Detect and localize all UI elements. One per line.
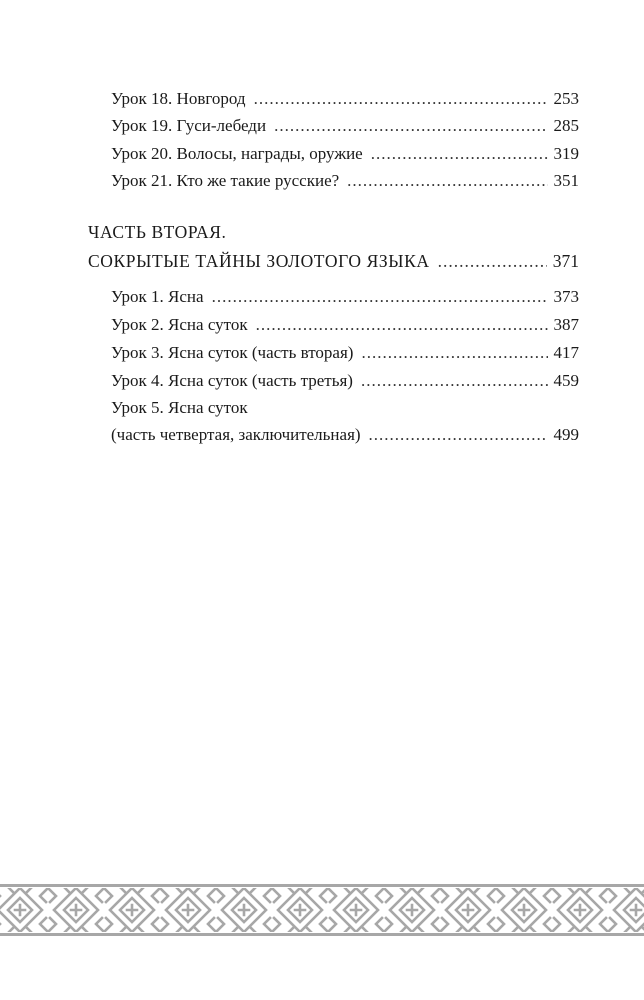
toc-entry-title: Урок 18. Новгород: [111, 89, 246, 108]
toc-entry[interactable]: [111, 314, 579, 336]
toc-entry[interactable]: [111, 370, 579, 392]
ornament-pattern: [0, 888, 644, 932]
toc-entry-page: 253: [553, 89, 579, 108]
dot-leader: [361, 370, 548, 392]
ornament-border: [0, 884, 644, 936]
part-heading-line1: ЧАСТЬ ВТОРАЯ.: [88, 222, 227, 242]
toc-entry-page: 417: [553, 343, 579, 362]
part-heading-entry[interactable]: [88, 250, 579, 272]
dot-leader: [254, 88, 548, 110]
dot-leader: [369, 424, 548, 446]
toc-entry[interactable]: [111, 342, 579, 364]
toc-entry-title-line2: (часть четвертая, заключительная): [111, 425, 361, 444]
toc-entry-page: 387: [553, 315, 579, 334]
dot-leader: [274, 115, 547, 137]
toc-entry-title: Урок 21. Кто же такие русские?: [111, 171, 340, 190]
dot-leader: [371, 143, 548, 165]
dot-leader: [212, 286, 548, 308]
dot-leader: [256, 314, 548, 336]
toc-entry-title: Урок 2. Ясна суток: [111, 315, 248, 334]
dot-leader: [438, 250, 547, 272]
toc-entry[interactable]: [111, 170, 579, 192]
dot-leader: [361, 342, 547, 364]
part-heading-line2: СОКРЫТЫЕ ТАЙНЫ ЗОЛОТОГО ЯЗЫКА: [88, 251, 430, 271]
toc-entry-title: Урок 3. Ясна суток (часть вторая): [111, 343, 354, 362]
toc-entry[interactable]: [111, 115, 579, 137]
toc-entry[interactable]: [111, 424, 579, 446]
toc-entry[interactable]: [111, 88, 579, 110]
toc-entry[interactable]: [111, 286, 579, 308]
toc-entry-page: 285: [553, 116, 579, 135]
toc-entry-page: 351: [553, 171, 579, 190]
toc-entry-page: 319: [553, 144, 579, 163]
toc-entry[interactable]: [111, 143, 579, 165]
toc-entry-page: 373: [553, 287, 579, 306]
toc-entry-title-line1: Урок 5. Ясна суток: [111, 398, 248, 417]
toc-entry-title: Урок 20. Волосы, награды, оружие: [111, 144, 363, 163]
dot-leader: [347, 170, 547, 192]
toc-entry-title: Урок 19. Гуси-лебеди: [111, 116, 267, 135]
toc-entry-page: 459: [553, 371, 579, 390]
toc-entry-page: 371: [552, 251, 579, 271]
toc-entry-title: Урок 4. Ясна суток (часть третья): [111, 371, 353, 390]
toc-entry-title: Урок 1. Ясна: [111, 287, 204, 306]
toc-entry-page: 499: [553, 425, 579, 444]
